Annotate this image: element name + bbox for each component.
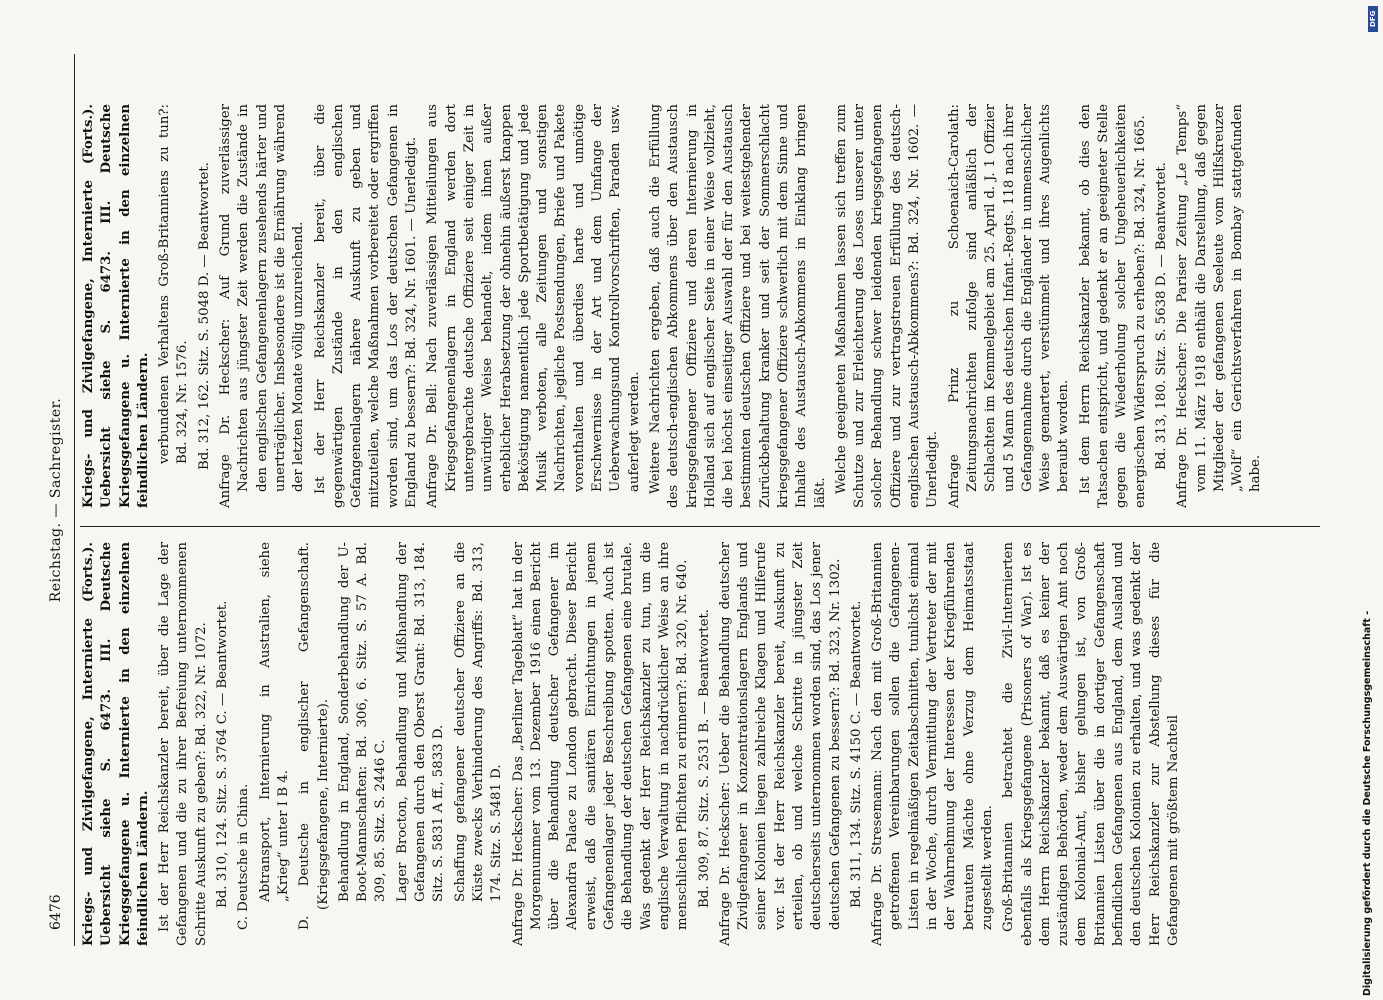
- right-column: [80, 104, 1340, 508]
- reference: Bd. 309, 87. Sitz. S. 2531 B. — Beantwortet.: [696, 608, 712, 908]
- section-heading: C. Deutsche in China.: [236, 783, 252, 930]
- inquiry: Anfrage Dr. Heckscher: Auf Grund zuverlässiger Nachrichten aus jüngster Zeit werden die Zustände in den englischen Gefangenenlagern zusehends härter und unerträglicher. Insbesondere ist die Ernährung während der letzten Monate völlig unzureichend.: [218, 104, 307, 508]
- page-title: Reichstag. — Sachregister.: [48, 397, 64, 603]
- paragraph: Welche geeigneten Maßnahmen lassen sich treffen zum Schutze und zur Erleichterung des Loses unserer unter solcher Behandlung schwer leidenden kriegsgefangenen Offiziere und zur vertragstreuen Erfüllung des deutsch-englischen Austausch-Abkommens?: Bd. 324, Nr. 1602. — Unerledigt.: [833, 104, 941, 508]
- entry-heading: Kriegs- und Zivilgefangene, Internierte (Forts.). Uebersicht siehe S. 6473. III. Deutsche Kriegsgefangene u. Internierte in den einzelnen feindlichen Ländern.: [81, 104, 151, 508]
- left-column: [80, 542, 1340, 946]
- page-number: 6476: [48, 894, 64, 930]
- inquiry: Anfrage Prinz zu Schoenaich-Carolath: Zeitungsnachrichten zufolge sind anläßlich der Schlachten im Kemmelgebiet am 25. April d. J. 1 Offizier und 5 Mann des deutschen Infant.-Regts. 118 nach ihrer Gefangennahme durch die Engländer in unmenschlicher Weise gemartert, verstümmelt und ihres Augenlichts beraubt worden.: [946, 104, 1072, 508]
- cross-reference: Abtransport, Internierung in Australien, siehe „Krieg“ unter I B 4.: [257, 542, 291, 902]
- running-head: [48, 70, 72, 930]
- reference: Bd. 310, 124. Sitz. S. 3764 C. — Beantwortet.: [215, 600, 231, 908]
- inquiry: Anfrage Dr. Heckscher: Die Pariser Zeitung „Le Temps“ vom 11. März 1918 enthält die Darstellung, daß gegen Mitglieder der gefangenen Seeleute vom Hilfskreuzer „Wolf“ ein Gerichtsverfahren in Bombay stattgefunden habe.: [1175, 104, 1264, 508]
- paragraph: Behandlung in England, Sonderbehandlung der U-Boot-Mannschaften: Bd. 306, 6. Sitz. S. 57 A. Bd. 309, 85. Sitz. S. 2446 C.: [336, 542, 389, 902]
- paragraph: Schaffung gefangener deutscher Offiziere an die Küste zwecks Verhinderung des Angriffs: Bd. 313, 174. Sitz. S. 5481 D.: [452, 542, 505, 902]
- reference: Bd. 313, 180. Sitz. S. 5638 D. — Beantwortet.: [1153, 162, 1169, 470]
- inquiry: Anfrage Dr. Heckscher: Ueber die Behandlung deutscher Zivilgefangener in Konzentrationslagern Englands und seiner Kolonien liegen zahlreiche Klagen und Hilferufe vor. Ist der Herr Reichskanzler bereit, Auskunft zu erteilen, ob und welche Schritte in jüngster Zeit deutscherseits unternommen worden sind, das Los jener deutschen Gefangenen zu bessern?: Bd. 323, Nr. 1302.: [717, 542, 843, 946]
- column-divider: [80, 526, 1320, 527]
- header-rule: [74, 54, 75, 946]
- paragraph: Weitere Nachrichten ergeben, daß auch die Erfüllung des deutsch-englischen Abkommens über den Austausch kriegsgefangener Offiziere und deren Internierung in Holland sich auf englischer Seite in einer Weise vollzieht, die bei höchst einseitiger Auswahl der für den Austausch bestimmten deutschen Offiziere und bei weitestgehender Zurückbehaltung kranker und seit der Sommerschlacht kriegsgefangener Offiziere schwerlich mit dem Sinne und Inhalte des Austausch-Abkommens in Einklang bringen läßt.: [647, 104, 828, 508]
- paragraph: Ist dem Herrn Reichskanzler bekannt, ob dies den Tatsachen entspricht, und gedenkt er an geeigneter Stelle gegen die Wiederholung solcher Ungeheuerlichkeiten energischen Widerspruch zu erheben?: Bd. 324, Nr. 1665.: [1077, 104, 1148, 508]
- reference: Bd. 312, 162. Sitz. S. 5048 D. — Beantwortet.: [196, 162, 212, 470]
- paragraph: Lager Brocton, Behandlung und Mißhandlung der Gefangenen durch den Oberst Grant: Bd. 313, 184. Sitz. S. 5831 A ff., 5833 D.: [394, 542, 447, 902]
- paragraph: Groß-Britannien betrachtet die Zivil-Internierten ebenfalls als Kriegsgefangene (Prisoners of War). Ist es dem Herrn Reichskanzler bekannt, daß es keiner der zuständigen Behörden, weder dem Auswärtigen Amt noch dem Kolonial-Amt, bisher gelungen ist, von Groß-Britannien Listen über die in dortiger Gefangenschaft befindlichen Gefangenen aus England, dem Ausland und den deutschen Kolonien zu erhalten, und was gedenkt der Herr Reichskanzler zur Abstellung dieses für die Gefangenen mit größtem Nachteil: [1001, 542, 1181, 946]
- digitization-credit: Digitalisierung gefördert durch die Deutsche Forschungsgemeinschaft -: [1362, 610, 1373, 996]
- entry-heading: Kriegs- und Zivilgefangene, Internierte (Forts.). Uebersicht siehe S. 6473. III. Deutsche Kriegsgefangene u. Internierte in den einzelnen feindlichen Ländern.: [81, 542, 151, 946]
- paragraph: verbundenen Verhaltens Groß-Britanniens zu tun?: Bd. 324, Nr. 1576.: [157, 104, 191, 464]
- document-page: [40, 40, 1340, 960]
- inquiry: Anfrage Dr. Heckscher: Das „Berliner Tageblatt“ hat in der Morgennummer vom 13. Dezember 1916 einen Bericht über die Behandlung deutscher Gefangener im Alexandra Palace zu London gebracht. Dieser Bericht erweist, daß die sanitären Einrichtungen in jenem Gefangenenlager jeder Beschreibung spotten. Auch ist die Behandlung der deutschen Gefangenen eine brutale. Was gedenkt der Herr Reichskanzler zu tun, um die englische Verwaltung in nachdrücklicher Weise an ihre menschlichen Pflichten zu erinnern?: Bd. 320, Nr. 640.: [510, 542, 691, 946]
- inquiry: Anfrage Dr. Bell: Nach zuverlässigen Mitteilungen aus Kriegsgefangenenlagern in England werden dort untergebrachte deutsche Offiziere seit einiger Zeit in unwürdiger Weise behandelt, indem ihnen außer erheblicher Herabsetzung der ohnehin äußerst knappen Beköstigung namentlich jede Sportbetätigung und jede Musik verboten, alle Zeitungen und sonstigen Nachrichten, jegliche Postsendungen, Briefe und Pakete vorenthalten und überdies harte und unnötige Erschwernisse in der Art und dem Umfange der Ueberwachungsund Kontrollvorschriften, Paraden usw. auferlegt werden.: [425, 104, 642, 508]
- inquiry: Anfrage Dr. Stresemann: Nach den mit Groß-Britannien getroffenen Vereinbarungen sollen die Gefangenen-Listen in regelmäßigen Zeitabschnitten, tunlichst einmal in der Woche, durch Vermittlung der Vertreter der mit der Wahrnehmung der Interessen der Kriegführenden betrauten Mächte ohne Verzug dem Heimatsstaat zugestellt werden.: [870, 542, 995, 946]
- paragraph: Ist der Herr Reichskanzler bereit, über die Lage der Gefangenen und die zu ihrer Befreiung unternommenen Schritte Auskunft zu geben?: Bd. 322, Nr. 1072.: [157, 542, 209, 946]
- reference: Bd. 311, 134. Sitz. S. 4150 C. — Beantwortet.: [848, 600, 864, 908]
- paragraph: Ist der Herr Reichskanzler bereit, über die gegenwärtigen Zustände in den englischen Gefangenenlagern nähere Auskunft zu geben und mitzuteilen, welche Maßnahmen vorbereitet oder ergriffen worden sind, um das Los der deutschen Gefangenen in England zu bessern?: Bd. 324, Nr. 1601. — Unerledigt.: [312, 104, 420, 508]
- section-heading: D. Deutsche in englischer Gefangenschaft. (Kriegsgefangene, Internierte).: [297, 542, 331, 930]
- dfg-logo: DFG: [1368, 6, 1378, 32]
